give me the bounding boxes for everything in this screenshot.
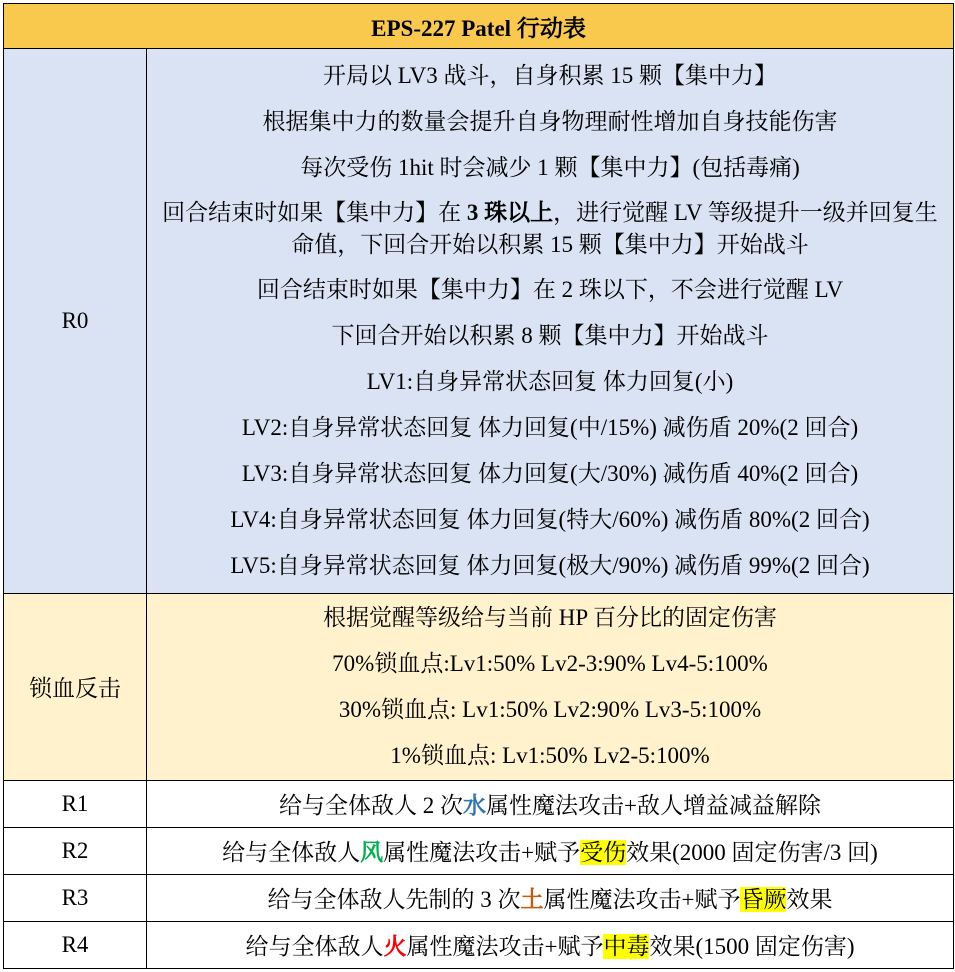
r1-post: 属性魔法攻击+敌人增益减益解除: [486, 793, 821, 819]
r4-post: 效果(1500 固定伤害): [649, 934, 855, 960]
lock-line-3: 30%锁血点: Lv1:50% Lv2:90% Lv3-5:100%: [338, 696, 762, 722]
r0-line-2: 根据集中力的数量会提升自身物理耐性增加自身技能伤害: [262, 109, 838, 135]
r4-mid: 属性魔法攻击+赋予: [406, 934, 604, 960]
r4-row: [4, 921, 954, 968]
r2-row: [4, 827, 954, 874]
r3-content: [147, 874, 954, 921]
r0-line-6: 下回合开始以积累 8 颗【集中力】开始战斗: [331, 323, 769, 349]
lock-content: [147, 594, 954, 780]
r0-line-4-a: 回合结束时如果【集中力】在: [162, 200, 467, 226]
r0-content: [147, 49, 954, 594]
lock-line-4: 1%锁血点: Lv1:50% Lv2-5:100%: [390, 742, 710, 768]
r0-line-5: 回合结束时如果【集中力】在 2 珠以下，不会进行觉醒 LV: [256, 277, 844, 303]
r2-effect-highlight: 受伤: [580, 840, 627, 866]
r2-mid: 属性魔法攻击+赋予: [383, 840, 581, 866]
r3-mid: 属性魔法攻击+赋予: [543, 887, 741, 913]
r2-label: R2: [4, 827, 147, 874]
r0-label: R0: [4, 49, 147, 594]
title-row: [4, 4, 954, 49]
r0-line-3: 每次受伤 1hit 时会减少 1 颗【集中力】(包括毒痛): [300, 155, 800, 181]
r1-label: R1: [4, 780, 147, 827]
r3-post: 效果: [786, 887, 833, 913]
r1-content: [147, 780, 954, 827]
r0-line-4-c: ，进行觉醒 LV 等级提升一级并回复生命值，下回合开始以积累 15 颗【集中力】开始战斗: [291, 200, 938, 258]
r4-label: R4: [4, 921, 147, 968]
r4-element-fire: 火: [383, 934, 407, 960]
r4-content: [147, 921, 954, 968]
r0-line-4-bold: 3 珠以上: [466, 200, 554, 226]
r2-pre: 给与全体敌人: [222, 840, 361, 866]
r3-effect-highlight: 昏厥: [740, 887, 787, 913]
lock-row: [4, 594, 954, 780]
r1-row: [4, 780, 954, 827]
r0-line-7: LV1:自身异常状态回复 体力回复(小): [366, 369, 734, 395]
table-title: EPS-227 Patel 行动表: [4, 4, 954, 49]
r0-line-4: [147, 191, 953, 267]
r4-effect-highlight: 中毒: [603, 934, 650, 960]
r4-pre: 给与全体敌人: [245, 934, 384, 960]
lock-line-2: 70%锁血点:Lv1:50% Lv2-3:90% Lv4-5:100%: [332, 650, 768, 676]
r3-element-earth: 土: [520, 887, 544, 913]
r0-line-8: LV2:自身异常状态回复 体力回复(中/15%) 减伤盾 20%(2 回合): [241, 415, 859, 441]
r1-element-water: 水: [463, 793, 486, 819]
r3-row: [4, 874, 954, 921]
r0-row: [4, 49, 954, 594]
lock-label: 锁血反击: [4, 594, 147, 780]
r0-line-9: LV3:自身异常状态回复 体力回复(大/30%) 减伤盾 40%(2 回合): [241, 461, 859, 487]
r3-pre: 给与全体敌人先制的 3 次: [267, 887, 521, 913]
r0-line-1: 开局以 LV3 战斗，自身积累 15 颗【集中力】: [322, 63, 778, 89]
r0-line-10: LV4:自身异常状态回复 体力回复(特大/60%) 减伤盾 80%(2 回合): [230, 507, 870, 533]
r2-element-wind: 风: [360, 840, 384, 866]
action-table: [3, 3, 954, 969]
lock-line-1: 根据觉醒等级给与当前 HP 百分比的固定伤害: [322, 604, 778, 630]
r3-label: R3: [4, 874, 147, 921]
r2-content: [147, 827, 954, 874]
r2-post: 效果(2000 固定伤害/3 回): [626, 840, 878, 866]
r0-line-11: LV5:自身异常状态回复 体力回复(极大/90%) 减伤盾 99%(2 回合): [230, 553, 870, 579]
r1-pre: 给与全体敌人 2 次: [279, 793, 463, 819]
